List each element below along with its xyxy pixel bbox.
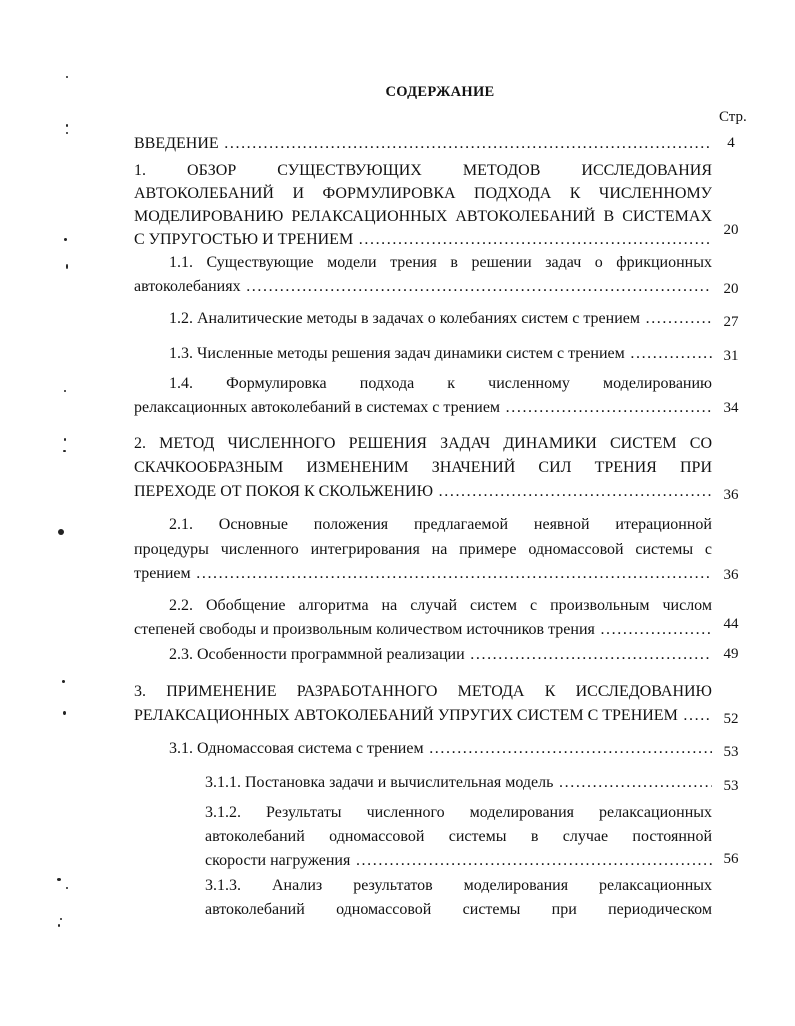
scan-speck [63,711,66,715]
toc-entry-1-line-4[interactable]: С УПРУГОСТЬЮ И ТРЕНИЕМ ..... [134,229,712,252]
toc-entry-3-line-2[interactable]: РЕЛАКСАЦИОННЫХ АВТОКОЛЕБАНИЙ УПРУГИХ СИСТЕМ С ТРЕНИЕМ ..... [134,705,712,728]
toc-page-number: 53 [723,744,739,760]
scan-speck [66,264,68,269]
scan-speck [58,529,64,535]
toc-entry-1-4-line-2[interactable]: релаксационных автоколебаний в системах с трением ..... [134,397,712,420]
toc-entry-1-line-3[interactable]: МОДЕЛИРОВАНИЮ РЕЛАКСАЦИОННЫХ АВТОКОЛЕБАНИЙ В СИСТЕМАХ [134,208,712,225]
scan-speck [66,132,68,134]
scan-speck [64,438,66,441]
toc-entry-1-1-line-1[interactable]: 1.1. Существующие модели трения в решении задач о фрикционных [169,254,712,271]
toc-page-number: 20 [723,222,739,238]
scan-speck [64,390,66,392]
toc-entry-2-2-line-1[interactable]: 2.2. Обобщение алгоритма на случай систем с произвольным числом [169,597,712,614]
toc-page-number: 27 [723,314,739,330]
toc-entry-3-1-3-line-1[interactable]: 3.1.3. Анализ результатов моделирования релаксационных [205,877,712,894]
toc-entry-3-1-3-line-2[interactable]: автоколебаний одномассовой системы при периодическом [205,901,712,918]
scan-speck [60,918,62,920]
scan-speck [58,924,60,927]
toc-entry-intro[interactable]: ВВЕДЕНИЕ ..... [134,133,712,156]
toc-page-number: 4 [727,135,735,151]
toc-entry-1-line-1[interactable]: 1. ОБЗОР СУЩЕСТВУЮЩИХ МЕТОДОВ ИССЛЕДОВАНИЯ [134,162,712,179]
toc-entry-1-3[interactable]: 1.3. Численные методы решения задач динамики систем с трением ..... [169,343,712,366]
toc-entry-2-2-line-2[interactable]: степеней свободы и произвольным количеством источников трения ..... [134,619,712,642]
toc-entry-3-1-1[interactable]: 3.1.1. Постановка задачи и вычислительная модель ..... [205,772,712,795]
scan-speck [62,680,65,683]
toc-page-number: 36 [723,567,739,583]
scan-speck [57,878,61,881]
toc-entry-1-2[interactable]: 1.2. Аналитические методы в задачах о колебаниях систем с трением ..... [169,308,712,331]
toc-entry-3-1[interactable]: 3.1. Одномассовая система с трением ..... [169,738,712,761]
toc-entry-3-1-2-line-2[interactable]: автоколебаний одномассовой системы в случае постоянной [205,828,712,845]
toc-entry-2-1-line-2[interactable]: процедуры численного интегрирования на примере одномассовой системы с [134,541,712,558]
toc-page-number: 52 [723,711,739,727]
toc-entry-2-1-line-1[interactable]: 2.1. Основные положения предлагаемой неявной итерационной [169,516,712,533]
toc-entry-1-4-line-1[interactable]: 1.4. Формулировка подхода к численному моделированию [169,375,712,392]
toc-entry-2-line-2[interactable]: СКАЧКООБРАЗНЫМ ИЗМЕНЕНИМ ЗНАЧЕНИЙ СИЛ ТРЕНИЯ ПРИ [134,459,712,476]
toc-entry-3-line-1[interactable]: 3. ПРИМЕНЕНИЕ РАЗРАБОТАННОГО МЕТОДА К ИССЛЕДОВАНИЮ [134,683,712,700]
page-column-label: Стр. [719,109,747,125]
toc-entry-3-1-2-line-1[interactable]: 3.1.2. Результаты численного моделирования релаксационных [205,804,712,821]
toc-entry-3-1-2-line-3[interactable]: скорости нагружения ..... [205,850,712,873]
toc-entry-1-1-line-2[interactable]: автоколебаниях ..... [134,276,712,299]
toc-entry-2-line-3[interactable]: ПЕРЕХОДЕ ОТ ПОКОЯ К СКОЛЬЖЕНИЮ ..... [134,481,712,504]
toc-page-number: 31 [723,348,739,364]
toc-page-number: 34 [723,400,739,416]
scan-speck [63,450,66,452]
scan-speck [66,76,68,78]
toc-entry-2-line-1[interactable]: 2. МЕТОД ЧИСЛЕННОГО РЕШЕНИЯ ЗАДАЧ ДИНАМИКИ СИСТЕМ СО [134,435,712,452]
toc-entry-2-3[interactable]: 2.3. Особенности программной реализации ..... [169,644,712,667]
toc-page-number: 53 [723,778,739,794]
scan-speck [66,887,68,889]
toc-entry-1-line-2[interactable]: АВТОКОЛЕБАНИЙ И ФОРМУЛИРОВКА ПОДХОДА К ЧИСЛЕННОМУ [134,185,712,202]
toc-page-number: 36 [723,487,739,503]
toc-entry-2-1-line-3[interactable]: трением ..... [134,563,712,586]
toc-page-number: 49 [723,646,739,662]
toc-page-number: 56 [723,851,739,867]
toc-page-number: 20 [723,281,739,297]
page-title: СОДЕРЖАНИЕ [385,84,495,100]
scan-speck [66,124,68,127]
scan-speck [64,238,67,241]
toc-page-number: 44 [723,616,739,632]
